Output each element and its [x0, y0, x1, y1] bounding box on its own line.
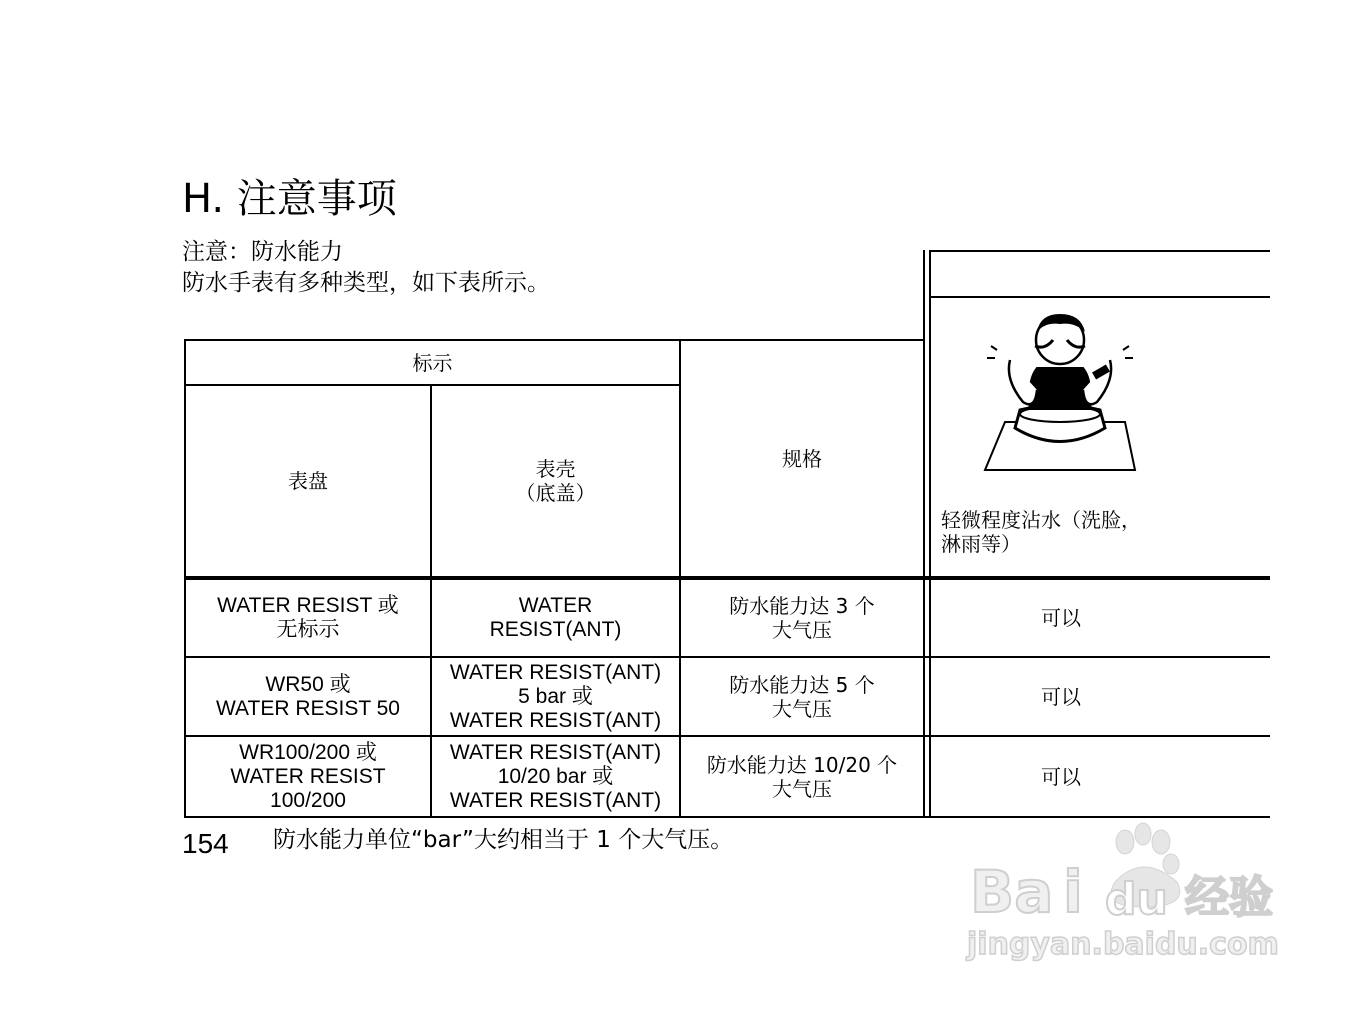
table-cell-spec: 防水能力达 3 个 大气压	[729, 594, 875, 642]
page-title: H. 注意事项	[182, 176, 397, 222]
header-usage: 轻微程度沾水（洗脸， 淋雨等）	[941, 508, 1141, 556]
table-cell-usage: 可以	[1041, 606, 1081, 630]
header-spec: 规格	[782, 446, 822, 471]
table-cell-spec: 防水能力达 5 个 大气压	[729, 672, 875, 721]
header-marking: 标示	[412, 350, 453, 375]
table-cell-caseback: WATER RESIST(ANT) 10/20 bar 或 WATER RESIST(ANT)	[449, 740, 662, 812]
face-washing-illustration	[975, 310, 1145, 480]
table-cell-caseback: WATER RESIST(ANT)	[489, 594, 622, 641]
svg-text:Ba: Ba	[970, 858, 1054, 926]
table-cell-usage: 可以	[1041, 764, 1081, 789]
section-subtitle: 注意：防水能力	[182, 239, 343, 265]
footnote: 防水能力单位“bar”大约相当于 1 个大气压。	[273, 827, 734, 853]
table-cell-dial: WR50 或 WATER RESIST 50	[216, 672, 400, 720]
page-number: 154	[182, 828, 229, 859]
svg-text:jingyan.baidu.com: jingyan.baidu.com	[967, 927, 1279, 962]
table-cell-spec: 防水能力达 10/20 个 大气压	[706, 752, 898, 801]
svg-text:经验: 经验	[1185, 872, 1273, 923]
svg-text:du: du	[1105, 874, 1168, 925]
header-caseback: 表壳 （底盖）	[515, 457, 596, 505]
table-cell-dial: WR100/200 或 WATER RESIST 100/200	[230, 740, 386, 812]
baidu-watermark-logo	[965, 812, 1285, 972]
table-cell-usage: 可以	[1041, 684, 1081, 709]
header-dial: 表盘	[288, 469, 328, 493]
svg-text:i: i	[1063, 858, 1083, 926]
table-cell-caseback: WATER RESIST(ANT) 5 bar 或 WATER RESIST(ANT)	[449, 660, 662, 732]
table-cell-dial: WATER RESIST 或 无标示	[217, 594, 399, 641]
intro-text: 防水手表有多种类型，如下表所示。	[182, 270, 550, 296]
